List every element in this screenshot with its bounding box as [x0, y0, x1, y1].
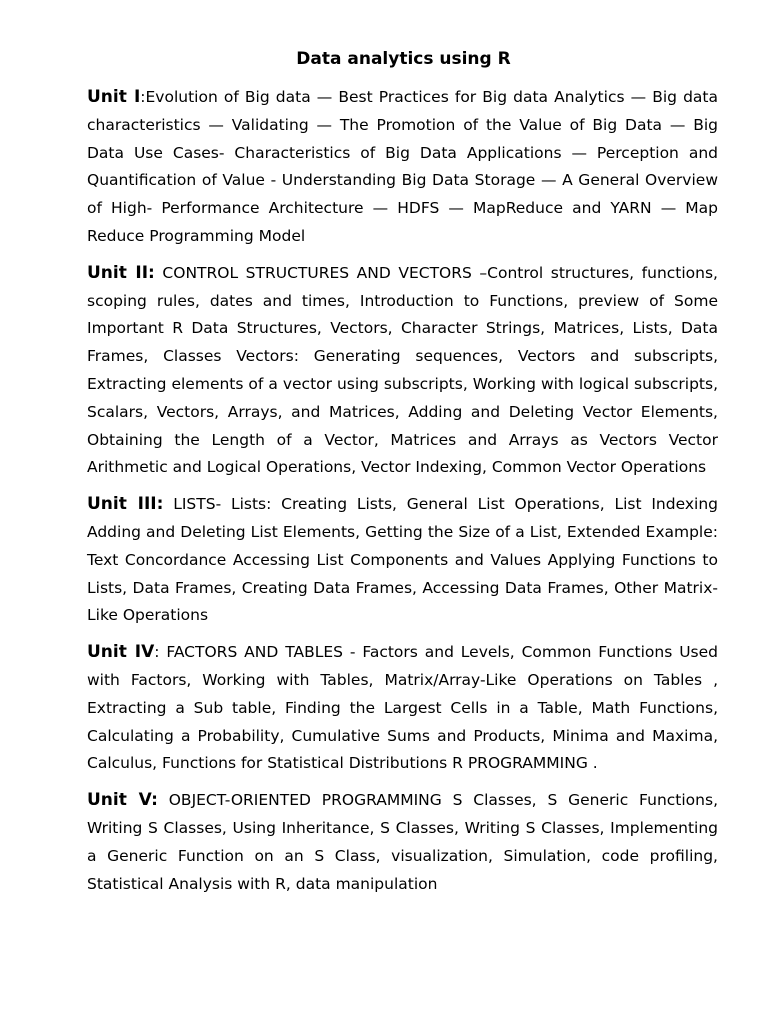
unit-4-separator: : — [154, 643, 167, 662]
unit-1-label: Unit I — [87, 87, 141, 107]
unit-4-paragraph — [87, 639, 718, 778]
unit-5-paragraph — [87, 787, 718, 898]
unit-5-text: OBJECT-ORIENTED PROGRAMMING S Classes, S Generic Functions, Writing S Classes, Using Inheritance, S Classes, Writing S Classes, Implementing a Generic Function on an S Class, visualization, Simulation, code profiling, Statistical Analysis with R, data manipulation — [87, 791, 718, 893]
unit-2-label: Unit II: — [87, 262, 155, 283]
unit-5-separator — [158, 791, 169, 809]
unit-1-paragraph — [87, 84, 718, 251]
unit-3-text: LISTS- Lists: Creating Lists, General List Operations, List Indexing Adding and Deleting List Elements, Getting the Size of a List, Extended Example: Text Concordance Accessing List Components and Values Applying Functions to Lists, Data Frames, Creating Data Frames, Accessing Data Frames, Other Matrix- Like Operations — [87, 495, 718, 625]
unit-2-text: CONTROL STRUCTURES AND VECTORS –Control structures, functions, scoping rules, dates and times, Introduction to Functions, preview of Some Important R Data Structures, Vectors, Character Strings, Matrices, Lists, Data Frames, Classes Vectors: Generating sequences, Vectors and subscripts, Extracting elements of a vector using subscripts, Working with logical subscripts, Scalars, Vectors, Arrays, and Matrices, Adding and Deleting Vector Elements, Obtaining the Length of a Vector, Matrices and Arrays as Vectors Vector Arithmetic and Logical Operations, Vector Indexing, Common Vector Operations — [87, 263, 718, 477]
unit-3-label: Unit III: — [87, 494, 164, 515]
unit-3-paragraph — [87, 491, 718, 630]
unit-1-text: Evolution of Big data — Best Practices for Big data Analytics — Big data characteristics — Validating — The Promotion of the Value of Big Data — Big Data Use Cases- Characteristics of Big Data Applications — Perception and Quantification of Value - Understanding Big Data Storage — A General Overview of High- Performance Architecture — HDFS — MapReduce and YARN — Map Reduce Programming Model — [87, 88, 719, 245]
document-title: Data analytics using R — [296, 49, 511, 69]
unit-3-separator — [163, 495, 173, 513]
unit-1-separator: : — [140, 88, 146, 106]
unit-4-text: FACTORS AND TABLES - Factors and Levels, Common Functions Used with Factors, Working with Tables, Matrix/Array-Like Operations on Tables , Extracting a Sub table, Finding the Largest Cells in a Table, Math Functions, Calculating a Probability, Cumulative Sums and Products, Minima and Maxima, Calculus, Functions for Statistical Distributions R PROGRAMMING . — [87, 643, 718, 773]
unit-2-paragraph — [87, 260, 718, 482]
unit-5-label: Unit V: — [87, 790, 158, 811]
unit-4-label: Unit IV — [87, 642, 155, 663]
